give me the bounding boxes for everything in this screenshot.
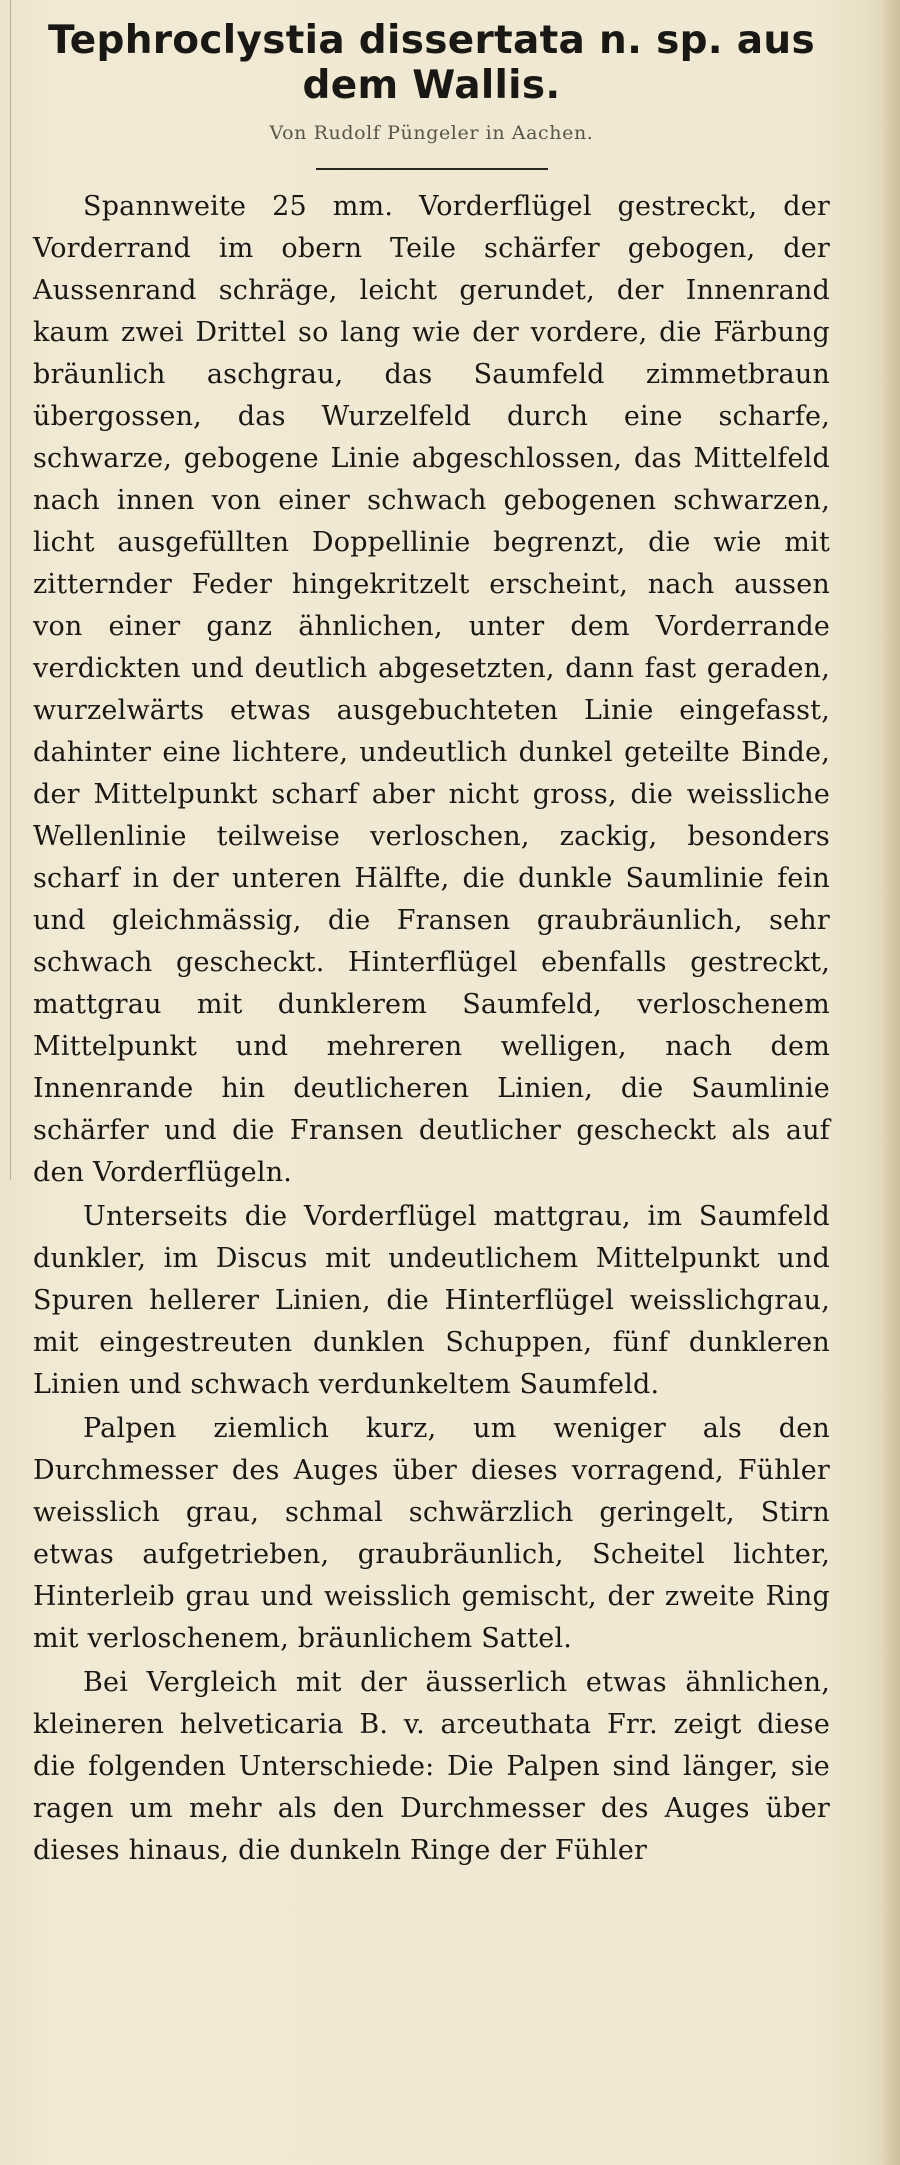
- page-edge-shadow: [882, 0, 900, 2165]
- paragraph-underside: Unterseits die Vorderflügel mattgrau, im Saumfeld dunkler, im Discus mit undeutlichem Mittelpunkt und Spuren hellerer Linien, die Hinterflügel weisslichgrau, mit eingestreuten dunklen Schuppen, fünf dunkleren Linien und schwach verdunkeltem Saumfeld.: [33, 1201, 830, 1400]
- article-byline: Von Rudolf Püngeler in Aachen.: [269, 122, 594, 144]
- paragraph-description: Spannweite 25 mm. Vorderflügel gestreckt, der Vorderrand im obern Teile schärfer gebogen, der Aussenrand schräge, leicht gerundet, der Innenrand kaum zwei Drittel so lang wie der vordere, die Färbung bräunlich aschgrau, das Saumfeld zimmetbraun übergossen, das Wurzelfeld durch eine scharfe, schwarze, gebogene Linie abgeschlossen, das Mittelfeld nach innen von einer schwach gebogenen schwarzen, licht ausgefüllten Doppellinie begrenzt, die wie mit zitternder Feder hingekritzelt erscheint, nach aussen von einer ganz ähnlichen, unter dem Vorderrande verdickten und deutlich abgesetzten, dann fast geraden, wurzelwärts etwas ausgebuchteten Linie eingefasst, dahinter eine lichtere, undeutlich dunkel geteilte Binde, der Mittelpunkt scharf aber nicht gross, die weissliche Wellenlinie teilweise verloschen, zackig, besonders scharf in der unteren Hälfte, die dunkle Saumlinie fein und gleichmässig, die Fransen graubräunlich, sehr schwach gescheckt. Hinterflügel ebenfalls gestreckt, mattgrau mit dunklerem Saumfeld, verloschenem Mittelpunkt und mehreren welligen, nach dem Innenrande hin deutlicheren Linien, die Saumlinie schärfer und die Fransen deutlicher gescheckt als auf den Vorderflügeln.: [33, 191, 830, 1188]
- title-divider: [316, 168, 548, 170]
- margin-rule: [10, 0, 11, 1180]
- paragraph-comparison: Bei Vergleich mit der äusserlich etwas ähnlichen, kleineren helveticaria B. v. arceuthata Frr. zeigt diese die folgenden Unterschiede: Die Palpen sind länger, sie ragen um mehr als den Durchmesser des Auges über dieses hinaus, die dunkeln Ringe der Fühler: [33, 1667, 830, 1866]
- article: [33, 18, 830, 1872]
- paragraph-body: Palpen ziemlich kurz, um weniger als den Durchmesser des Auges über dieses vorragend, Fühler weisslich grau, schmal schwärzlich geringelt, Stirn etwas aufgetrieben, graubräunlich, Scheitel lichter, Hinterleib grau und weisslich gemischt, der zweite Ring mit verloschenem, bräunlichem Sattel.: [33, 1413, 830, 1654]
- article-title: Tephroclystia dissertata n. sp. aus dem Wallis.: [48, 18, 815, 108]
